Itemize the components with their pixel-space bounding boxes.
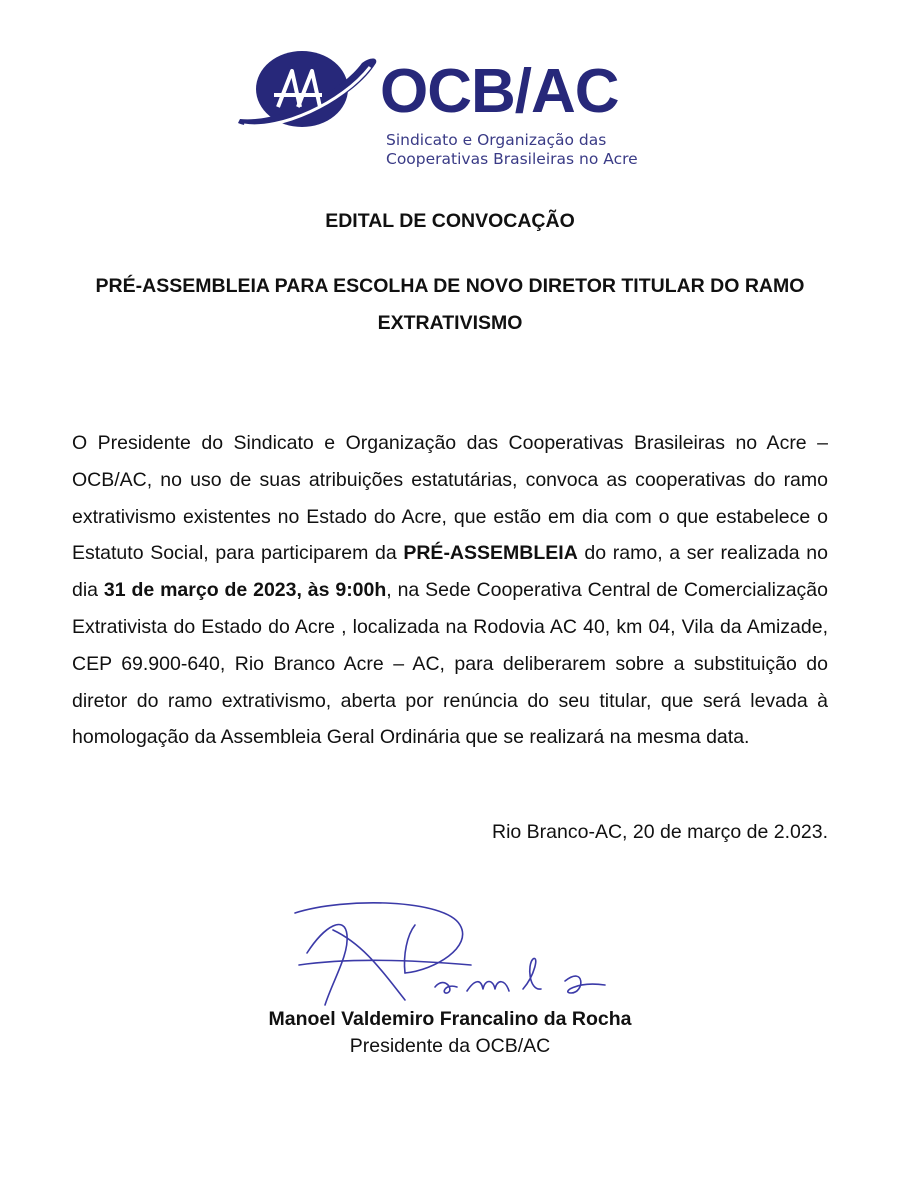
paragraph-text-3: , na Sede Cooperativa Central de Comercialização Extrativista do Estado do Acre , localizada na Rodovia AC 40, km 04, Vila da Amizade, CEP 69.900-640, Rio Branco Acre – AC, para deliberarem sobre a substituição do diretor do ramo extrativismo, aberta por renúncia do seu titular, que será levada à homologação da Assembleia Geral Ordinária que se realizará na mesma data. bbox=[72, 579, 828, 749]
paragraph-bold-2: 31 de março de 2023, às 9:00h bbox=[103, 579, 387, 602]
signatory-role: Presidente da OCB/AC bbox=[349, 1035, 551, 1057]
logo-subtitle bbox=[386, 131, 638, 169]
date-line: Rio Branco-AC, 20 de março de 2.023. bbox=[491, 821, 828, 843]
document-title: EDITAL DE CONVOCAÇÃO bbox=[325, 210, 575, 232]
handwritten-signature bbox=[285, 895, 615, 1015]
signatory-name: Manoel Valdemiro Francalino da Rocha bbox=[268, 1008, 632, 1030]
convocation-paragraph bbox=[72, 425, 828, 756]
ocb-emblem-icon bbox=[230, 45, 380, 137]
paragraph-text-2: do ramo, a ser realizada no dia bbox=[72, 542, 828, 602]
paragraph-text-1: O Presidente do Sindicato e Organização das Cooperativas Brasileiras no Acre – OCB/AC, no uso de suas atribuições estatutárias, convoca as cooperativas do ramo extrativismo existentes no Estado do Acre, que estão em dia com o que estabelece o Estatuto Social, para participarem da bbox=[72, 432, 828, 565]
logo-subtitle-line-2: Cooperativas Brasileiras no Acre bbox=[386, 150, 638, 168]
logo-subtitle-line-1: Sindicato e Organização das bbox=[386, 131, 607, 149]
document-subtitle: PRÉ-ASSEMBLEIA PARA ESCOLHA DE NOVO DIRETOR TITULAR DO RAMO EXTRATIVISMO bbox=[95, 275, 805, 334]
ocb-ac-logo bbox=[230, 45, 680, 175]
logo-name: OCB/AC bbox=[380, 57, 619, 126]
paragraph-bold-1: PRÉ-ASSEMBLEIA bbox=[403, 542, 578, 565]
